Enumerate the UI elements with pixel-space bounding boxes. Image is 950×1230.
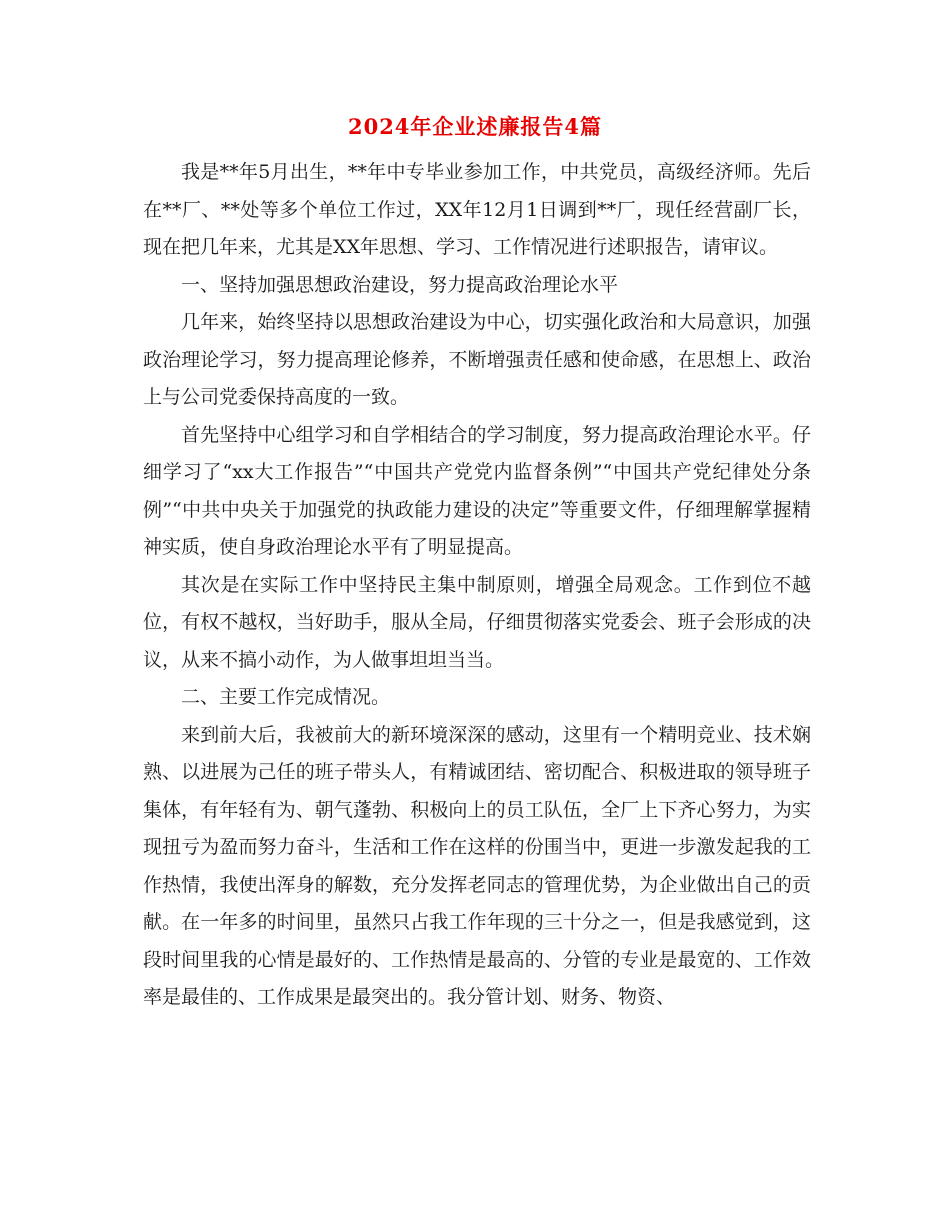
paragraph-intro: 我是**年5月出生，**年中专毕业参加工作，中共党员，高级经济师。先后在**厂、**处等多个单位工作过，XX年12月1日调到**厂，现任经营副厂长，现在把几年来，尤其是XX年思想、学习、工作情况进行述职报告，请审议。 — [143, 161, 811, 258]
document-title: 2024年企业述廉报告4篇 — [347, 114, 603, 139]
paragraph: 几年来，始终坚持以思想政治建设为中心，切实强化政治和大局意识，加强政治理论学习，努力提高理论修养，不断增强责任感和使命感，在思想上、政治上与公司党委保持高度的一致。 — [143, 311, 811, 408]
paragraph: 来到前大后，我被前大的新环境深深的感动，这里有一个精明竞业、技术娴熟、以进展为己任的班子带头人，有精诚团结、密切配合、积极进取的领导班子集体，有年轻有为、朝气蓬勃、积极向上的员工队伍，全厂上下齐心努力，为实现扭亏为盈而努力奋斗，生活和工作在这样的份围当中，更进一步激发起我的工作热情，我使出浑身的解数，充分发挥老同志的管理优势，为企业做出自己的贡献。在一年多的时间里，虽然只占我工作年现的三十分之一，但是我感觉到，这段时间里我的心情是最好的、工作热情是最高的、分管的专业是最宽的、工作效率是最佳的、工作成果是最突出的。我分管计划、财务、物资、 — [143, 723, 811, 1008]
section-heading-1: 一、坚持加强思想政治建设，努力提高政治理论水平 — [181, 273, 619, 296]
paragraph: 其次是在实际工作中坚持民主集中制原则，增强全局观念。工作到位不越位，有权不越权，当好助手，服从全局，仔细贯彻落实党委会、班子会形成的决议，从来不搞小动作，为人做事坦坦当当。 — [143, 573, 811, 671]
section-heading-2: 二、主要工作完成情况。 — [181, 686, 391, 708]
document-body — [143, 154, 811, 1017]
paragraph: 首先坚持中心组学习和自学相结合的学习制度，努力提高政治理论水平。仔细学习了“xx大工作报告”“中国共产党党内监督条例”“中国共产党纪律处分条例”“中共中央关于加强党的执政能力建设的决定”等重要文件，仔细理解掌握精神实质，使自身政治理论水平有了明显提高。 — [143, 423, 811, 558]
